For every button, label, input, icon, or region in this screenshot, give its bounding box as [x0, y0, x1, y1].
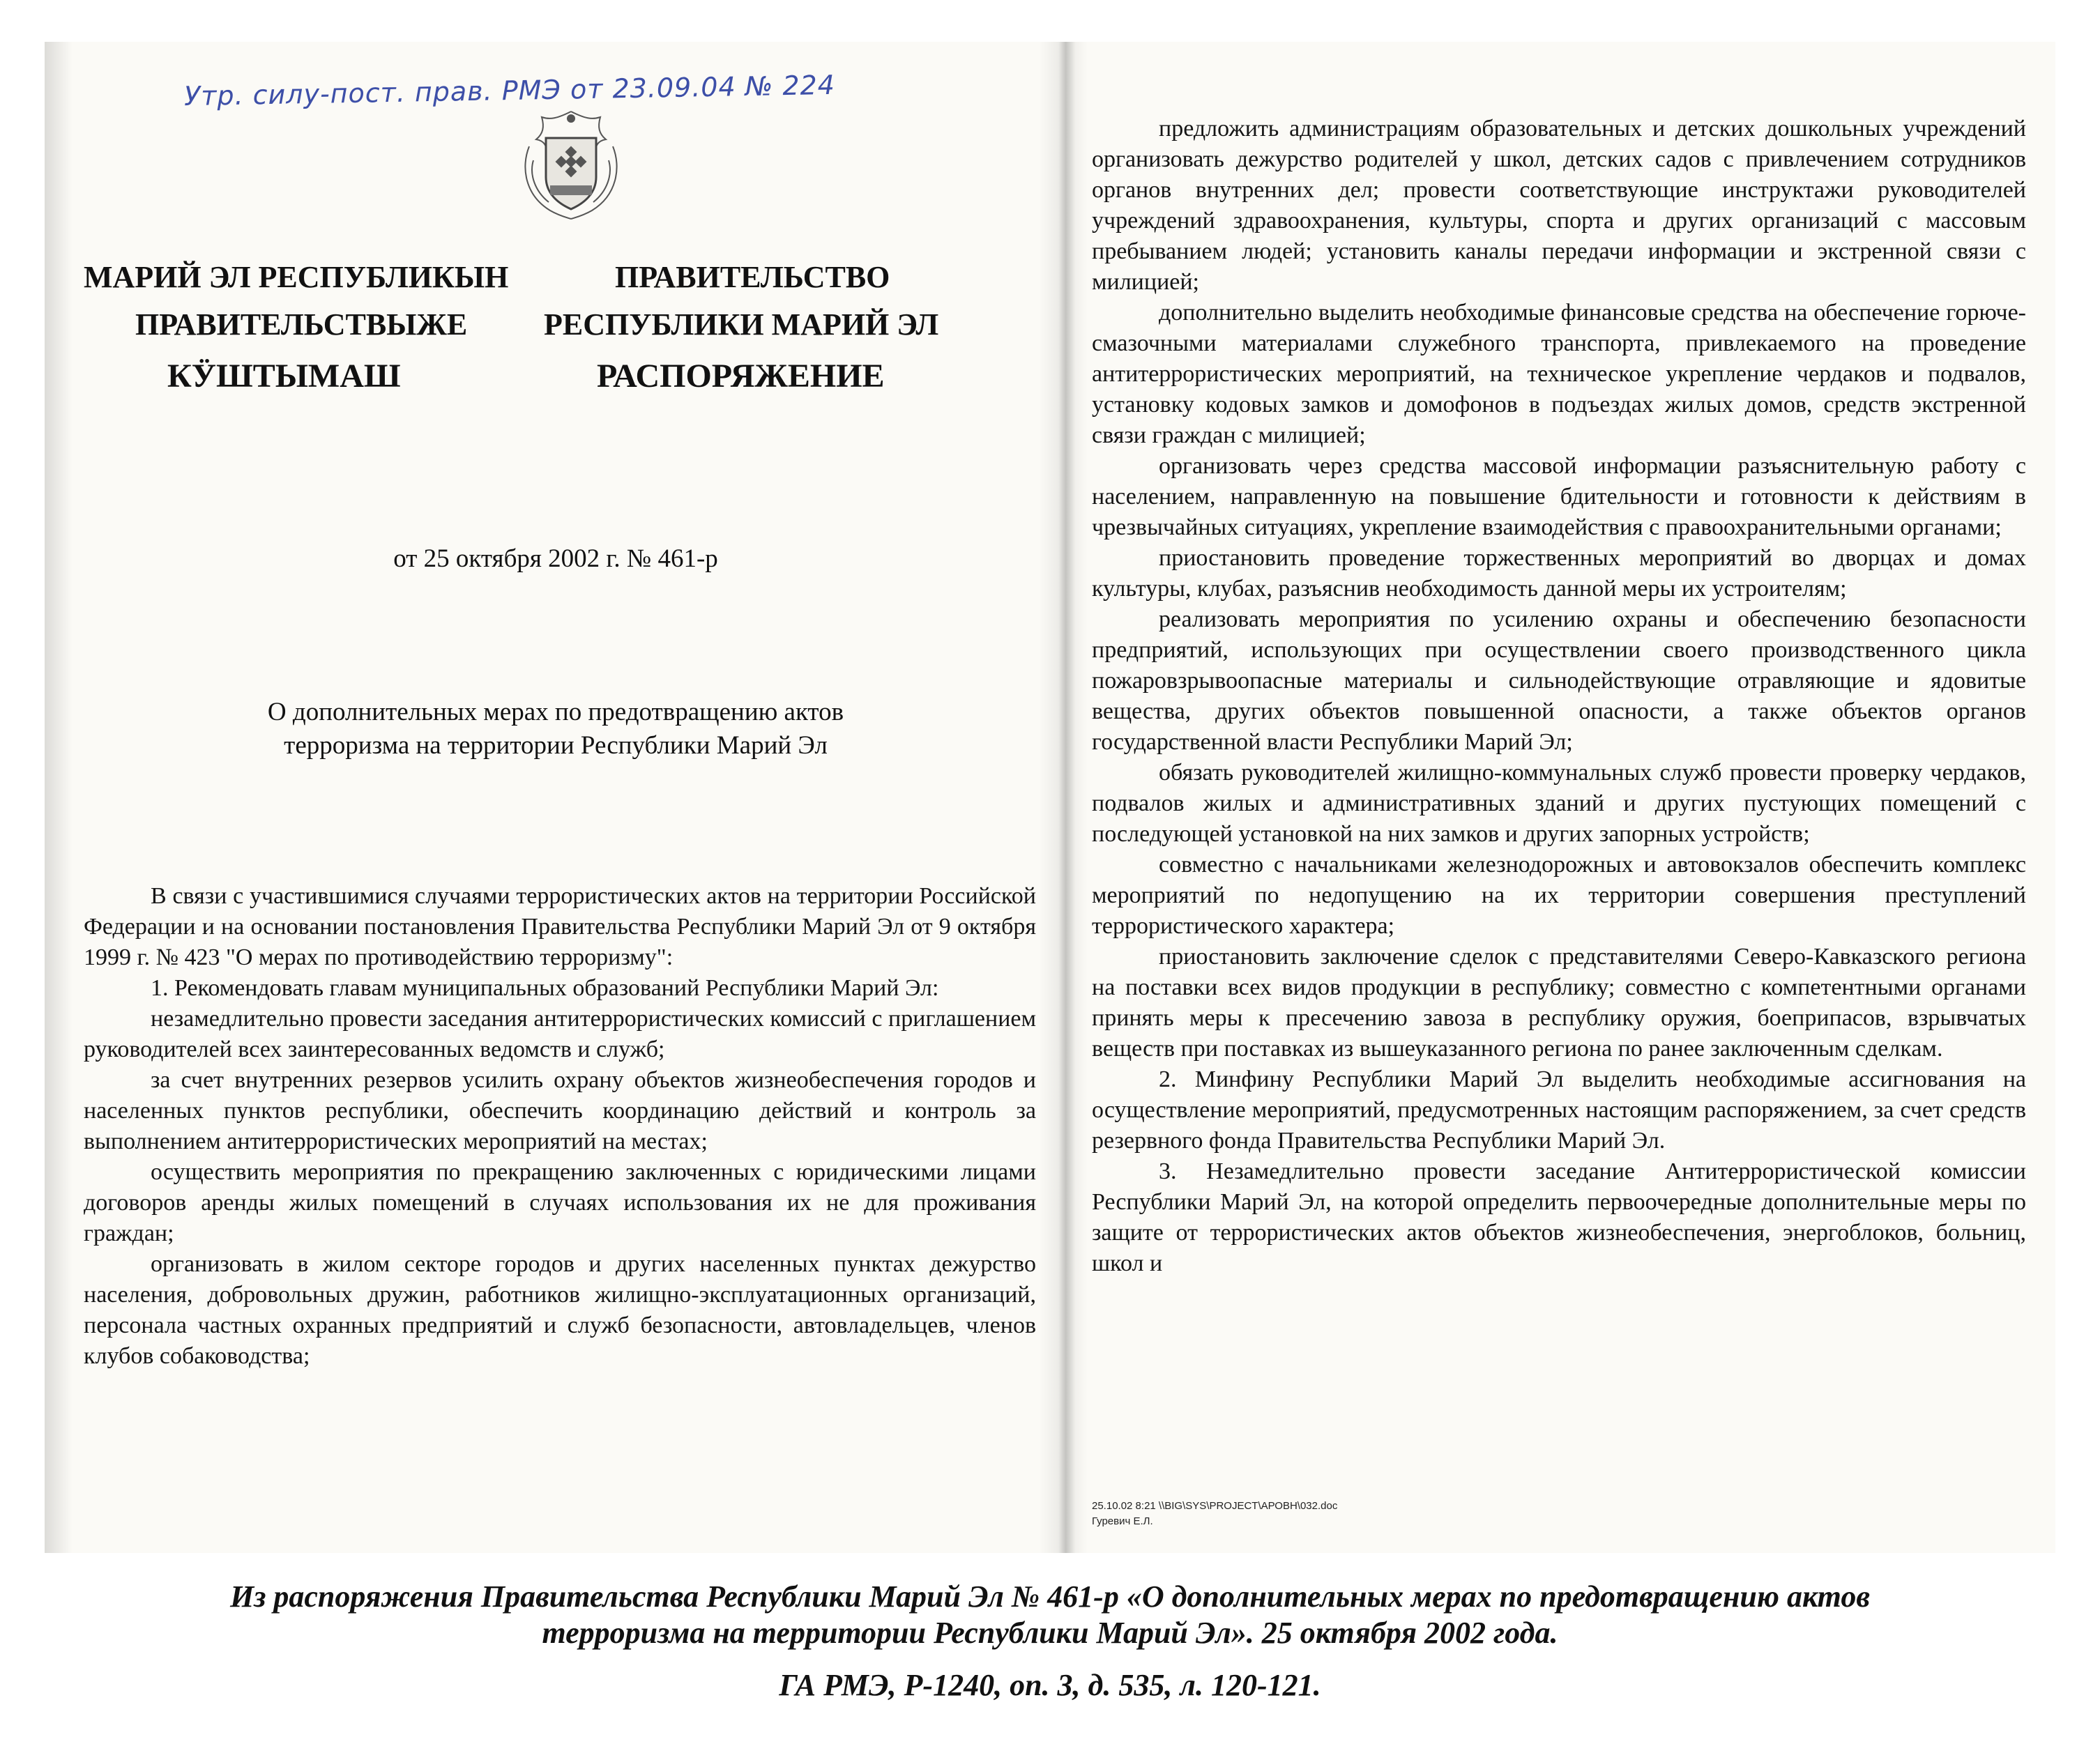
caption-line: Из распоряжения Правительства Республики Марий Эл № 461-р «О дополнительных мерах по предотвращению актов	[229, 1579, 1870, 1614]
paragraph: обязать руководителей жилищно-коммунальных служб провести проверку чердаков, подвалов жилых и административных зданий и других пустующих помещений с последующей установкой на них замков и других запорных устройств;	[1092, 760, 2026, 847]
document-title	[45, 696, 1067, 763]
document-date-number: от 25 октября 2002 г. № 461-р	[393, 544, 718, 573]
header-ru-line3: РАСПОРЯЖЕНИЕ	[597, 358, 885, 395]
title-line: О дополнительных мерах по предотвращению актов	[267, 698, 844, 726]
header-ru-line2: РЕСПУБЛИКИ МАРИЙ ЭЛ	[544, 307, 939, 342]
header-mari-line2: ПРАВИТЕЛЬСТВЫЖЕ	[135, 307, 468, 342]
footer-line: 25.10.02 8:21 \\BIG\SYS\PROJECT\АРОВН\032.doc	[1092, 1500, 1338, 1512]
page-edge-shadow	[45, 42, 73, 1553]
paragraph: организовать в жилом секторе городов и других населенных пунктах дежурство населения, добровольных дружин, работников жилищно-эксплуатационных организаций, персонала частных охранных предприятий и служб безопасности, автовладельцев, членов клубов собаководства;	[84, 1251, 1036, 1369]
paragraph: приостановить заключение сделок с представителями Северо-Кавказского региона на поставки всех видов продукции в республику; совместно с компетентными органами принять меры к пресечению завоза в республику оружия, боеприпасов, взрывчатых веществ при поставках из вышеуказанного региона по ранее заключенным сделкам.	[1092, 944, 2026, 1062]
figure-caption	[0, 1579, 2100, 1651]
paragraph: предложить администрациям образовательных и детских дошкольных учреждений организовать дежурство родителей у школ, детских садов с привлечением сотрудников органов внутренних дел; провести соответствующие инструктажи руководителей учреждений здравоохранения, культуры, спорта и других организаций с массовым пребыванием людей; установить каналы передачи информации и экстренной связи с милицией;	[1092, 116, 2026, 295]
caption-line: терроризма на территории Республики Марий Эл». 25 октября 2002 года.	[542, 1616, 1558, 1650]
footer-line: Гуревич Е.Л.	[1092, 1515, 1153, 1527]
header-mari-line1: МАРИЙ ЭЛ РЕСПУБЛИКЫН	[84, 260, 509, 294]
title-line: терроризма на территории Республики Марий Эл	[284, 731, 828, 760]
header-mari-line3: КӰШТЫМАШ	[167, 358, 401, 395]
paragraph: 3. Незамедлительно провести заседание Антитеррористической комиссии Республики Марий Эл, на которой определить первоочередные дополнительные меры по защите от террористических актов объектов жизнеобеспечения, энергоблоков, больниц, школ и	[1092, 1158, 2026, 1276]
document-page-right	[1065, 42, 2055, 1553]
file-path-footer	[1092, 1499, 1337, 1529]
archive-reference: ГА РМЭ, Р-1240, оп. 3, д. 535, л. 120-121.	[779, 1668, 1321, 1702]
paragraph: за счет внутренних резервов усилить охрану объектов жизнеобеспечения городов и населенных пунктов республики, обеспечить координацию действий и контроль за выполнением антитеррористических мероприятий на местах;	[84, 1067, 1036, 1154]
paragraph: В связи с участившимися случаями террористических актов на территории Российской Федерации и на основании постановления Правительства Республики Марий Эл от 9 октября 1999 г. № 423 "О мерах по противодействию терроризму":	[84, 883, 1036, 970]
handwritten-annotation: Утр. силу-пост. прав. РМЭ от 23.09.04 № 224	[183, 69, 836, 112]
header-ru-line1: ПРАВИТЕЛЬСТВО	[615, 260, 890, 294]
paragraph: осуществить мероприятия по прекращению заключенных с юридическими лицами договоров аренды жилых помещений в случаях использования их не для проживания граждан;	[84, 1159, 1036, 1246]
paragraph: незамедлительно провести заседания антитеррористических комиссий с приглашением руководителей всех заинтересованных ведомств и служб;	[84, 1006, 1036, 1062]
left-body-text	[84, 881, 1036, 1372]
paragraph: 1. Рекомендовать главам муниципальных образований Республики Марий Эл:	[151, 975, 939, 1001]
document-page-left	[45, 42, 1067, 1553]
paragraph: дополнительно выделить необходимые финансовые средства на обеспечение горюче-смазочными материалами служебного транспорта, привлекаемого на проведение антитеррористических мероприятий, на техническое укрепление чердаков и подвалов, установку кодовых замков и домофонов в подъездах жилых домов, средств экстренной связи граждан с милицией;	[1092, 300, 2026, 448]
paragraph: 2. Минфину Республики Марий Эл выделить необходимые ассигнования на осуществление мероприятий, предусмотренных настоящим распоряжением, за счет средств резервного фонда Правительства Республики Марий Эл.	[1092, 1066, 2026, 1154]
paragraph: реализовать мероприятия по усилению охраны и обеспечению безопасности предприятий, использующих при осуществлении своего производственного цикла пожаровзрывоопасные материалы и сильнодействующие отравляющие и ядовитые вещества, других объектов повышенной опасности, а также объектов органов государственной власти Республики Марий Эл;	[1092, 606, 2026, 755]
coat-of-arms-emblem	[508, 105, 634, 223]
paragraph: организовать через средства массовой информации разъяснительную работу с населением, направленную на повышение бдительности и готовности к действиям в чрезвычайных ситуациях, укрепление взаимодействия с правоохранительными органами;	[1092, 453, 2026, 540]
paragraph: приостановить проведение торжественных мероприятий во дворцах и домах культуры, клубах, разъяснив необходимость данной меры их устроителям;	[1092, 545, 2026, 602]
paragraph: совместно с начальниками железнодорожных и автовокзалов обеспечить комплекс мероприятий по недопущению на их территории совершения преступлений террористического характера;	[1092, 852, 2026, 939]
right-body-text	[1092, 114, 2026, 1279]
